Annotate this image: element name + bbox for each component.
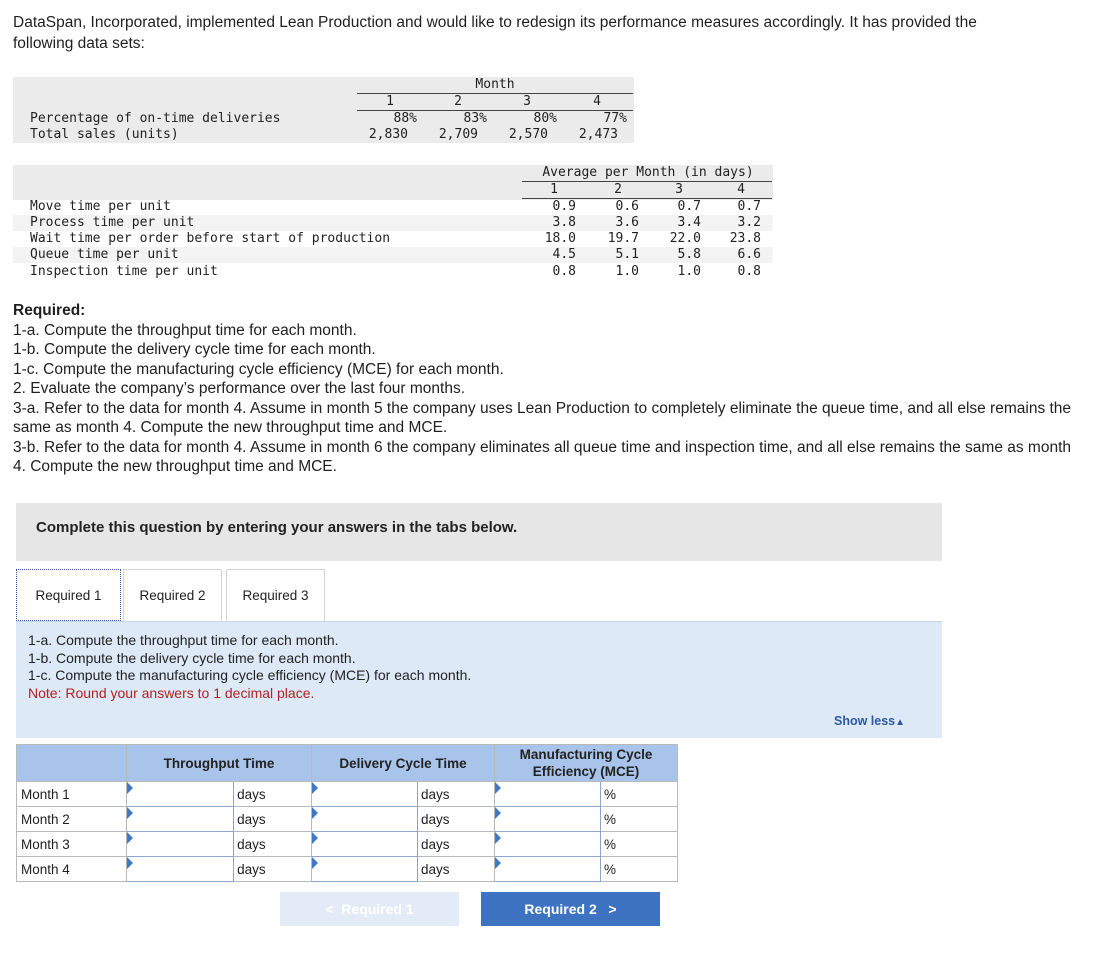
dataset1-cell: 80% [533, 111, 557, 126]
input-marker-icon [495, 807, 501, 819]
dataset1-cell: 2,473 [578, 127, 618, 142]
days-unit: days [234, 782, 312, 807]
delivery-input[interactable] [312, 833, 417, 856]
instruction-line: 1-c. Compute the manufacturing cycle efficiency (MCE) for each month. [28, 667, 472, 683]
dataset2-cell: 19.7 [607, 231, 639, 246]
month-label: Month 3 [17, 832, 127, 857]
delivery-input-cell[interactable] [312, 832, 418, 857]
throughput-input[interactable] [127, 833, 233, 856]
tab-required-2[interactable]: Required 2 [123, 569, 222, 621]
input-marker-icon [127, 857, 133, 869]
dataset2-cell: 3.6 [615, 215, 639, 230]
next-button-label[interactable]: Required 2 [524, 901, 597, 917]
required-item: 3-b. Refer to the data for month 4. Assume in month 6 the company eliminates all queue time and inspection time, and all else remains the same as month 4. Compute the new throughput time and MCE. [13, 438, 1072, 475]
chevron-left-icon: < [325, 901, 342, 917]
dataset2-cell: 0.8 [737, 264, 761, 279]
days-unit: days [234, 857, 312, 882]
instruction-note: Note: Round your answers to 1 decimal place. [28, 684, 315, 701]
input-marker-icon [312, 782, 318, 794]
dataset2-cell: 0.7 [677, 199, 701, 214]
required-item: 1-c. Compute the manufacturing cycle efficiency (MCE) for each month. [13, 360, 504, 378]
table-row [17, 807, 678, 832]
percent-unit: % [601, 807, 678, 832]
month-label: Month 2 [17, 807, 127, 832]
input-marker-icon [312, 832, 318, 844]
dataset2-cell: 0.8 [552, 264, 576, 279]
input-marker-icon [127, 832, 133, 844]
dataset2-row-label: Move time per unit [30, 199, 171, 214]
dataset1-row-label: Percentage of on-time deliveries [30, 111, 281, 126]
throughput-input[interactable] [127, 808, 233, 831]
dataset2-cell: 5.1 [615, 247, 639, 262]
percent-unit: % [601, 832, 678, 857]
dataset1-cell: 2,709 [438, 127, 478, 142]
dataset2-cell: 1.0 [677, 264, 701, 279]
days-unit: days [418, 807, 495, 832]
dataset2-month: 4 [737, 182, 745, 197]
dataset2-cell: 6.6 [737, 247, 761, 262]
dataset1-month: 1 [386, 94, 394, 109]
throughput-input-cell[interactable] [127, 832, 234, 857]
dataset2-cell: 23.8 [729, 231, 761, 246]
throughput-input[interactable] [127, 858, 233, 881]
input-marker-icon [312, 807, 318, 819]
dataset2-cell: 0.7 [737, 199, 761, 214]
delivery-input-cell[interactable] [312, 782, 418, 807]
tab-required-3[interactable]: Required 3 [226, 569, 325, 621]
answer-table [16, 744, 678, 882]
input-marker-icon [127, 807, 133, 819]
dataset1-cell: 83% [463, 111, 487, 126]
complete-banner [16, 503, 942, 561]
month-label: Month 1 [17, 782, 127, 807]
input-marker-icon [495, 857, 501, 869]
mce-input[interactable] [495, 833, 600, 856]
instruction-line: 1-b. Compute the delivery cycle time for each month. [28, 649, 356, 666]
required-item: 1-a. Compute the throughput time for each month. [13, 321, 357, 339]
throughput-header: Throughput Time [127, 745, 312, 782]
dataset2-row-label: Process time per unit [30, 215, 195, 230]
days-unit: days [234, 807, 312, 832]
days-unit: days [418, 782, 495, 807]
delivery-input[interactable] [312, 783, 417, 806]
dataset2-cell: 1.0 [615, 264, 639, 279]
dataset2-month: 1 [550, 182, 558, 197]
dataset1-cell: 88% [393, 111, 417, 126]
throughput-input-cell[interactable] [127, 782, 234, 807]
dataset1-month: 3 [523, 94, 531, 109]
delivery-header: Delivery Cycle Time [312, 745, 495, 782]
mce-input-cell[interactable] [495, 832, 601, 857]
required-title: Required: [13, 302, 86, 319]
dataset2-cell: 18.0 [544, 231, 576, 246]
dataset2-cell: 0.9 [552, 199, 576, 214]
delivery-input[interactable] [312, 858, 417, 881]
percent-unit: % [601, 782, 678, 807]
mce-input-cell[interactable] [495, 807, 601, 832]
input-marker-icon [127, 782, 133, 794]
dataset2-cell: 5.8 [677, 247, 701, 262]
dataset1-cell: 77% [603, 111, 627, 126]
tab-required-1[interactable]: Required 1 [16, 569, 121, 621]
dataset2-cell: 3.2 [737, 215, 761, 230]
table-row [17, 832, 678, 857]
problem-intro: DataSpan, Incorporated, implemented Lean Production and would like to redesign its performance measures accordingly. It has provided the following data sets: [13, 14, 977, 52]
dataset2-row-label: Inspection time per unit [30, 264, 218, 279]
days-unit: days [418, 857, 495, 882]
dataset2-cell: 3.4 [677, 215, 701, 230]
table-row [17, 857, 678, 882]
mce-input[interactable] [495, 808, 600, 831]
instruction-line: 1-a. Compute the throughput time for each month. [28, 632, 339, 648]
triangle-up-icon: ▲ [895, 717, 906, 728]
delivery-input-cell[interactable] [312, 807, 418, 832]
dataset1-cell: 2,830 [368, 127, 408, 142]
input-marker-icon [312, 857, 318, 869]
corner-header [17, 745, 127, 782]
dataset1-month: 4 [593, 94, 601, 109]
mce-input[interactable] [495, 783, 600, 806]
throughput-input-cell[interactable] [127, 857, 234, 882]
month-label: Month 4 [17, 857, 127, 882]
prev-button [280, 892, 459, 926]
delivery-input[interactable] [312, 808, 417, 831]
chevron-right-icon: > [596, 901, 617, 917]
required-item: 3-a. Refer to the data for month 4. Assume in month 5 the company uses Lean Production to completely eliminate the queue time, and all else remains the same as month 4. Compute the new throughput time and MCE. [13, 399, 1072, 436]
dataset1-cell: 2,570 [508, 127, 548, 142]
dataset2-header: Average per Month (in days) [542, 165, 754, 180]
dataset2-cell: 22.0 [669, 231, 701, 246]
input-marker-icon [495, 832, 501, 844]
mce-input[interactable] [495, 858, 600, 881]
dataset2-cell: 0.6 [615, 199, 639, 214]
dataset1-row-label: Total sales (units) [30, 127, 179, 142]
dataset2-row-label: Queue time per unit [30, 247, 179, 262]
percent-unit: % [601, 857, 678, 882]
required-item: 2. Evaluate the company’s performance over the last four months. [13, 380, 466, 397]
input-marker-icon [495, 782, 501, 794]
throughput-input[interactable] [127, 783, 233, 806]
tab-panel [16, 621, 942, 738]
required-item: 1-b. Compute the delivery cycle time for each month. [13, 341, 376, 358]
required-section [13, 301, 1073, 477]
delivery-input-cell[interactable] [312, 857, 418, 882]
complete-text: Complete this question by entering your answers in the tabs below. [36, 519, 518, 536]
instructions [28, 632, 471, 702]
prev-button-label: Required 1 [341, 901, 414, 917]
dataset1-header: Month [475, 77, 515, 92]
mce-input-cell[interactable] [495, 857, 601, 882]
throughput-input-cell[interactable] [127, 807, 234, 832]
dataset2-month: 2 [614, 182, 622, 197]
next-button[interactable] [481, 892, 660, 926]
days-unit: days [418, 832, 495, 857]
dataset2-row-label: Wait time per order before start of production [30, 231, 391, 246]
show-less-label[interactable]: Show less [834, 714, 896, 728]
table-row [17, 782, 678, 807]
dataset1-month: 2 [454, 94, 462, 109]
dataset2-cell: 4.5 [552, 247, 576, 262]
show-less-link[interactable] [834, 714, 905, 728]
mce-input-cell[interactable] [495, 782, 601, 807]
dataset2-month: 3 [675, 182, 683, 197]
dataset2-cell: 3.8 [552, 215, 576, 230]
mce-header: Manufacturing Cycle Efficiency (MCE) [495, 745, 678, 782]
days-unit: days [234, 832, 312, 857]
